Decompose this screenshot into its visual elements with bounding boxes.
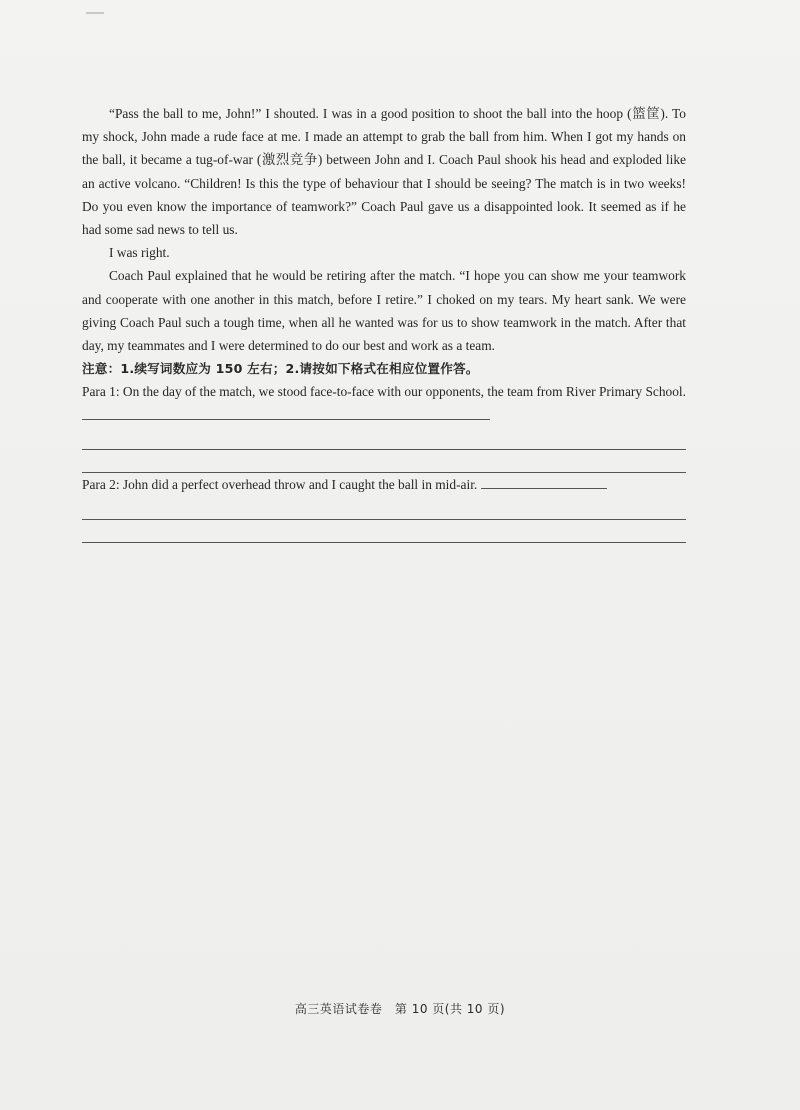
para-1-answer-line-1[interactable] bbox=[82, 427, 686, 450]
para-1-answer-line-2[interactable] bbox=[82, 450, 686, 473]
para-1-prompt bbox=[82, 380, 686, 426]
passage-block bbox=[82, 102, 686, 543]
para-2-prompt bbox=[82, 473, 686, 496]
writing-instructions: 注意：1.续写词数应为 150 左右；2.请按如下格式在相应位置作答。 bbox=[82, 361, 479, 377]
page-footer: 高三英语试卷卷 第 10 页(共 10 页) bbox=[294, 1002, 506, 1016]
passage-paragraph-3: Coach Paul explained that he would be retiring after the match. “I hope you can show me your teamwork and cooperate with one another in this match, before I retire.” I choked on my tears. My heart sank. We were giving Coach Paul such a tough time, when all he wanted was for us to show teamwork in the match. After that day, my teammates and I were determined to do our best and work as a team. bbox=[82, 268, 686, 354]
answer-section-para-1 bbox=[82, 380, 686, 473]
para-2-answer-line-1[interactable] bbox=[82, 496, 686, 519]
para-2-prompt-text: Para 2: John did a perfect overhead throw and I caught the ball in mid-air. bbox=[82, 477, 478, 493]
para-2-answer-line-2[interactable] bbox=[82, 520, 686, 543]
answer-section-para-2 bbox=[82, 473, 686, 543]
para-2-answer-blank[interactable] bbox=[481, 487, 607, 489]
para-1-answer-blank[interactable] bbox=[82, 418, 490, 420]
passage-paragraph-1: “Pass the ball to me, John!” I shouted. I was in a good position to shoot the ball into the hoop (篮筐). To my shock, John made a rude face at me. I made an attempt to grab the ball from him. When I got my hands on the ball, it became a tug-of-war (激烈竞争) between John and I. Coach Paul shook his head and exploded like an active volcano. “Children! Is this the type of behaviour that I should be seeing? The match is in two weeks! Do you even know the importance of teamwork?” Coach Paul gave us a disappointed look. It seemed as if he had some sad news to tell us. bbox=[82, 106, 686, 238]
para-1-prompt-text: Para 1: On the day of the match, we stood face-to-face with our opponents, the team from River Primary School. bbox=[82, 384, 686, 400]
scan-mark bbox=[86, 12, 104, 14]
passage-paragraph-2: I was right. bbox=[109, 245, 170, 261]
